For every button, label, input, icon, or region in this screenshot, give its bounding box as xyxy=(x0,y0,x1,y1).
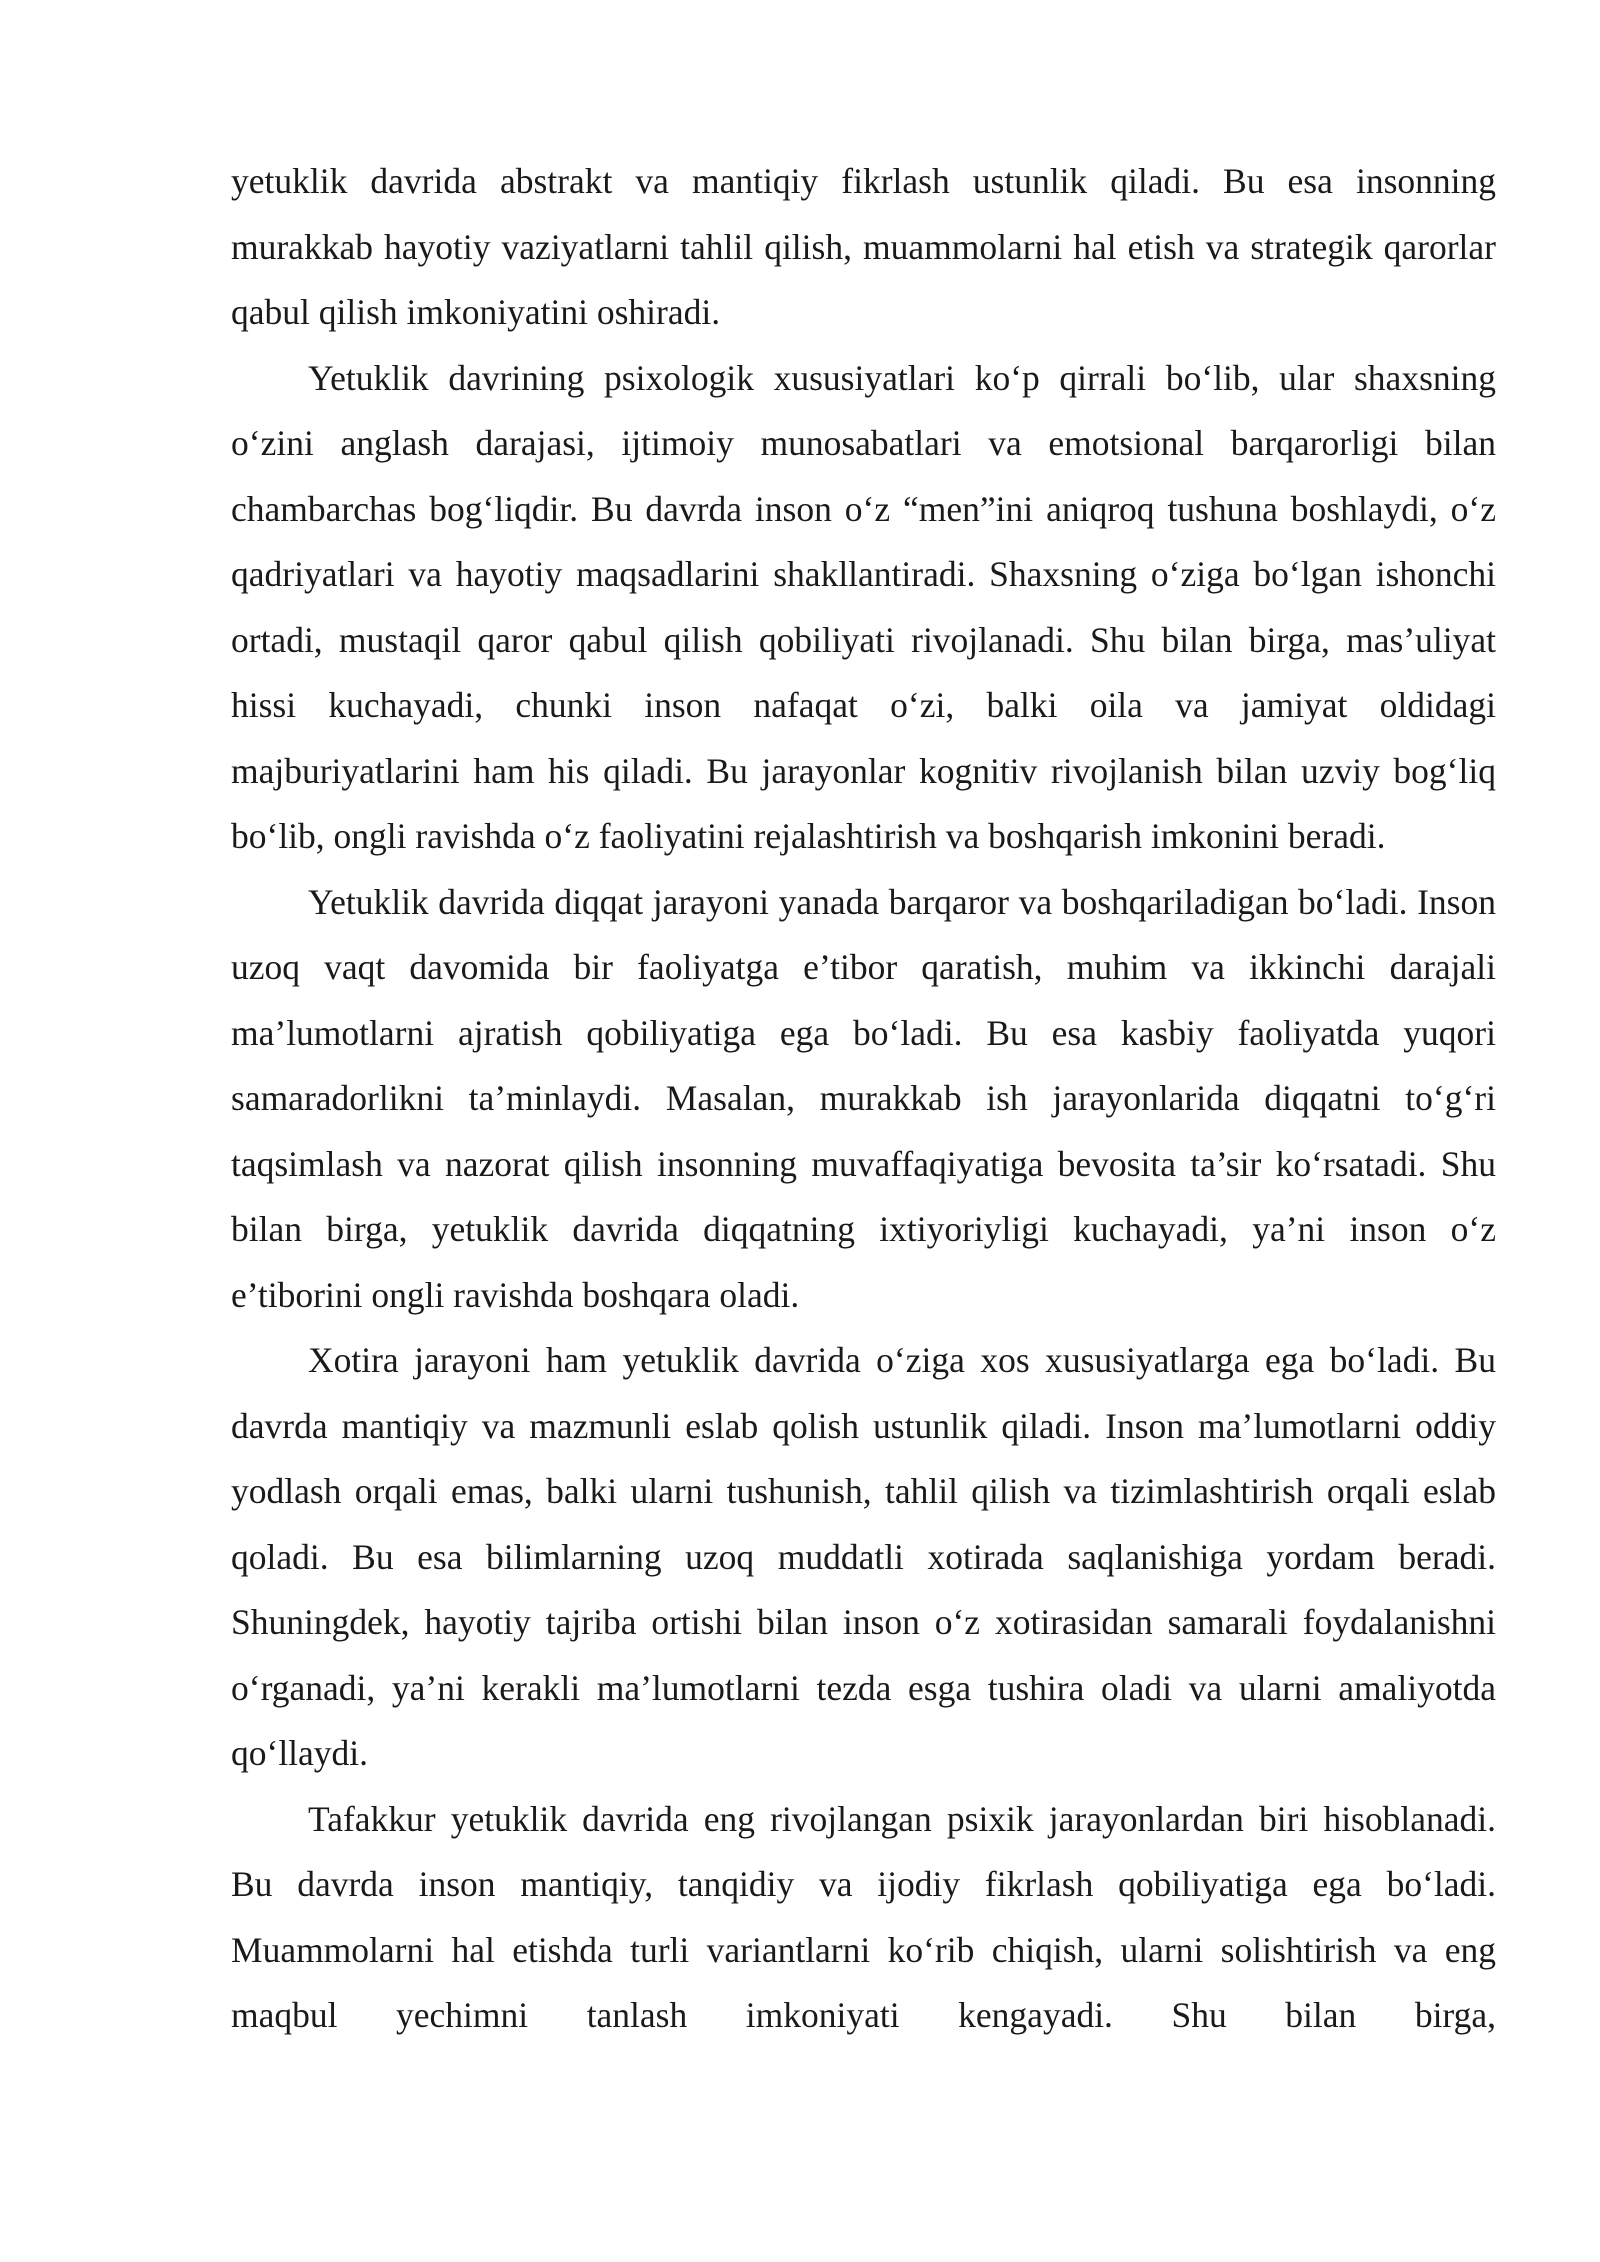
paragraph-5: Tafakkur yetuklik davrida eng rivojlangan psixik jarayonlardan biri hisoblanadi. Bu davrda inson mantiqiy, tanqidiy va ijodiy fikrlash qobiliyatiga ega boʻladi. Muammolarni hal etishda turli variantlarni koʻrib chiqish, ularni solishtirish va eng maqbul yechimni tanlash imkoniyati kengayadi. Shu bilan birga, xyxy=(231,1798,1496,2035)
paragraph-2: Yetuklik davrining psixologik xususiyatlari koʻp qirrali boʻlib, ular shaxsning oʻzini anglash darajasi, ijtimoiy munosabatlari va emotsional barqarorligi bilan chambarchas bogʻliqdir. Bu davrda inson oʻz “men”ini aniqroq tushuna boshlaydi, oʻz qadriyatlari va hayotiy maqsadlarini shakllantiradi. Shaxsning oʻziga boʻlgan ishonchi ortadi, mustaqil qaror qabul qilish qobiliyati rivojlanadi. Shu bilan birga, mas’uliyat hissi kuchayadi, chunki inson nafaqat oʻzi, balki oila va jamiyat oldidagi majburiyatlarini ham his qiladi. Bu jarayonlar kognitiv rivojlanish bilan uzviy bogʻliq boʻlib, ongli ravishda oʻz faoliyatini rejalashtirish va boshqarish imkonini beradi. xyxy=(231,357,1496,856)
body-text xyxy=(231,149,1496,2049)
paragraph-4: Xotira jarayoni ham yetuklik davrida oʻziga xos xususiyatlarga ega boʻladi. Bu davrda mantiqiy va mazmunli eslab qolish ustunlik qiladi. Inson ma’lumotlarni oddiy yodlash orqali emas, balki ularni tushunish, tahlil qilish va tizimlashtirish orqali eslab qoladi. Bu esa bilimlarning uzoq muddatli xotirada saqlanishiga yordam beradi. Shuningdek, hayotiy tajriba ortishi bilan inson oʻz xotirasidan samarali foydalanishni oʻrganadi, ya’ni kerakli ma’lumotlarni tezda esga tushira oladi va ularni amaliyotda qoʻllaydi. xyxy=(231,1340,1496,1773)
paragraph-1: yetuklik davrida abstrakt va mantiqiy fikrlash ustunlik qiladi. Bu esa insonning murakkab hayotiy vaziyatlarni tahlil qilish, muammolarni hal etish va strategik qarorlar qabul qilish imkoniyatini oshiradi. xyxy=(231,161,1496,332)
paragraph-3: Yetuklik davrida diqqat jarayoni yanada barqaror va boshqariladigan boʻladi. Inson uzoq vaqt davomida bir faoliyatga e’tibor qaratish, muhim va ikkinchi darajali ma’lumotlarni ajratish qobiliyatiga ega boʻladi. Bu esa kasbiy faoliyatda yuqori samaradorlikni ta’minlaydi. Masalan, murakkab ish jarayonlarida diqqatni toʻgʻri taqsimlash va nazorat qilish insonning muvaffaqiyatiga bevosita ta’sir koʻrsatadi. Shu bilan birga, yetuklik davrida diqqatning ixtiyoriyligi kuchayadi, ya’ni inson oʻz e’tiborini ongli ravishda boshqara oladi. xyxy=(231,881,1496,1315)
